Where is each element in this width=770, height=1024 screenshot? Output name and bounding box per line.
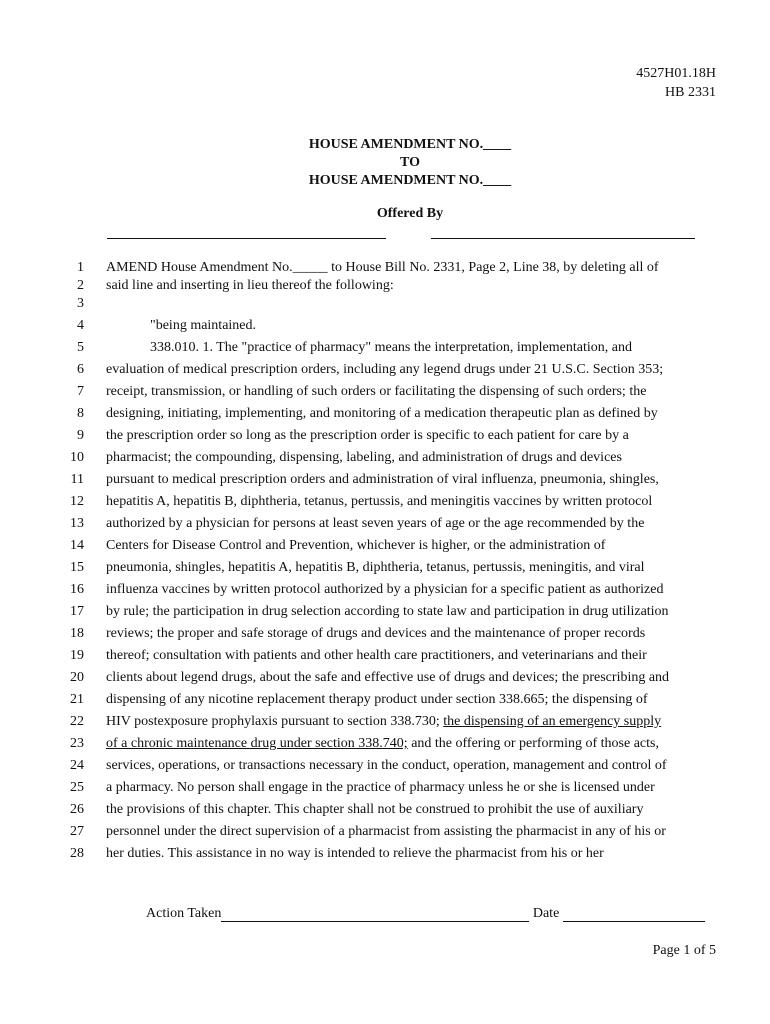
line-text-segment: the provisions of this chapter. This chapter shall not be construed to prohibit the use of auxiliary — [106, 802, 644, 817]
document-line — [0, 318, 770, 340]
line-text-segment: personnel under the direct supervision of a pharmacist from assisting the pharmacist in any of his or — [106, 824, 666, 839]
line-text — [106, 538, 718, 554]
line-text-segment: her duties. This assistance in no way is intended to relieve the pharmacist from his or her — [106, 846, 604, 861]
line-text-segment: the prescription order so long as the prescription order is specific to each patient for care by a — [106, 428, 629, 443]
line-number: 15 — [70, 560, 84, 575]
line-number: 10 — [70, 450, 84, 465]
document-line — [0, 450, 770, 472]
line-text — [106, 692, 718, 708]
document-line — [0, 538, 770, 560]
line-text — [106, 384, 718, 400]
line-number: 27 — [70, 824, 84, 839]
line-text — [106, 846, 718, 862]
line-text-segment: services, operations, or transactions necessary in the conduct, operation, management and control of — [106, 758, 667, 773]
date-line — [563, 907, 705, 922]
line-number: 18 — [70, 626, 84, 641]
line-text-segment: 338.010. 1. The "practice of pharmacy" means the interpretation, implementation, and — [150, 340, 632, 355]
document-line — [0, 626, 770, 648]
line-text-segment: by rule; the participation in drug selection according to state law and participation in drug utilization — [106, 604, 669, 619]
date-label: Date — [532, 906, 560, 921]
line-text — [106, 670, 718, 686]
line-number: 16 — [70, 582, 84, 597]
inserted-text: the dispensing of an emergency supply — [443, 714, 662, 729]
line-text — [106, 714, 718, 730]
document-line — [0, 780, 770, 802]
line-text-segment: clients about legend drugs, about the safe and effective use of drugs and devices; the prescribing and — [106, 670, 670, 685]
line-text-segment: Centers for Disease Control and Prevention, whichever is higher, or the administration of — [106, 538, 606, 553]
line-number: 23 — [70, 736, 84, 751]
line-text — [106, 824, 718, 840]
line-number: 26 — [70, 802, 84, 817]
page-number: Page 1 of 5 — [652, 943, 716, 958]
document-line — [0, 846, 770, 868]
document-line — [0, 736, 770, 758]
amendment-title — [0, 136, 770, 190]
line-text-segment: evaluation of medical prescription orders, including any legend drugs under 21 U.S.C. Section 353; — [106, 362, 664, 377]
bill-number: HB 2331 — [665, 85, 716, 100]
line-text-segment: designing, initiating, implementing, and monitoring of a medication therapeutic plan as defined by — [106, 406, 658, 421]
line-number: 8 — [77, 406, 84, 421]
document-line — [0, 406, 770, 428]
line-text-segment: authorized by a physician for persons at least seven years of age or the age recommended by the — [106, 516, 645, 531]
line-number: 24 — [70, 758, 84, 773]
title-line-2: TO — [400, 155, 420, 170]
document-line — [0, 560, 770, 582]
line-text — [106, 494, 718, 510]
line-text-segment: pharmacist; the compounding, dispensing, labeling, and administration of drugs and devices — [106, 450, 622, 465]
offered-by-label: Offered By — [376, 206, 444, 221]
line-text-segment: said line and inserting in lieu thereof the following: — [106, 278, 394, 293]
line-text — [106, 472, 718, 488]
line-number: 19 — [70, 648, 84, 663]
document-identifier — [636, 64, 716, 102]
line-text — [106, 648, 718, 664]
document-line — [0, 604, 770, 626]
line-text — [106, 780, 718, 796]
line-number: 17 — [70, 604, 84, 619]
line-text-segment: a pharmacy. No person shall engage in the practice of pharmacy unless he or she is licensed under — [106, 780, 655, 795]
document-line — [0, 824, 770, 846]
document-line — [0, 472, 770, 494]
line-text — [106, 802, 718, 818]
line-text — [106, 560, 718, 576]
action-taken-label: Action Taken — [146, 906, 222, 921]
line-text — [106, 736, 718, 752]
line-text — [106, 260, 718, 276]
line-number: 25 — [70, 780, 84, 795]
line-text — [150, 318, 762, 334]
line-text-segment: dispensing of any nicotine replacement therapy product under section 338.665; the dispensing of — [106, 692, 648, 707]
line-number: 5 — [77, 340, 84, 355]
line-text-segment: hepatitis A, hepatitis B, diphtheria, tetanus, pertussis, and meningitis vaccines by written protocol — [106, 494, 653, 509]
inserted-text: of a chronic maintenance drug under section 338.740; — [106, 736, 408, 751]
line-text-segment: "being maintained. — [150, 318, 257, 333]
line-text-segment: thereof; consultation with patients and other health care practitioners, and veterinarians and their — [106, 648, 647, 663]
line-text — [150, 340, 762, 356]
line-text-segment: pursuant to medical prescription orders and administration of viral influenza, pneumonia, shingles, — [106, 472, 659, 487]
document-line — [0, 296, 770, 318]
document-line — [0, 802, 770, 824]
line-number: 3 — [77, 296, 84, 311]
line-number: 2 — [77, 278, 84, 293]
line-number: 4 — [77, 318, 84, 333]
document-line — [0, 494, 770, 516]
line-text-segment: receipt, transmission, or handling of such orders or facilitating the dispensing of such orders; the — [106, 384, 647, 399]
line-text — [106, 406, 718, 422]
sponsor-signature-line-right — [431, 238, 695, 239]
line-text — [106, 626, 718, 642]
line-number: 1 — [77, 260, 84, 275]
document-line — [0, 362, 770, 384]
document-line — [0, 340, 770, 362]
line-text-segment: AMEND House Amendment No._____ to House Bill No. 2331, Page 2, Line 38, by deleting all of — [106, 260, 659, 275]
line-text — [106, 278, 718, 294]
line-text — [106, 758, 718, 774]
document-line — [0, 692, 770, 714]
document-line — [0, 384, 770, 406]
line-text-segment: and the offering or performing of those acts, — [407, 736, 659, 751]
document-line — [0, 648, 770, 670]
line-text — [106, 362, 718, 378]
sponsor-signature-line-left — [107, 238, 386, 239]
line-text — [106, 604, 718, 620]
line-number: 13 — [70, 516, 84, 531]
line-number: 7 — [77, 384, 84, 399]
line-number: 22 — [70, 714, 84, 729]
document-line — [0, 714, 770, 736]
document-line — [0, 428, 770, 450]
line-number: 6 — [77, 362, 84, 377]
doc-id: 4527H01.18H — [636, 66, 716, 81]
line-number: 9 — [77, 428, 84, 443]
line-text-segment: reviews; the proper and safe storage of drugs and devices and the maintenance of proper records — [106, 626, 646, 641]
line-number: 11 — [70, 472, 84, 487]
document-line — [0, 758, 770, 780]
line-text-segment: HIV postexposure prophylaxis pursuant to section 338.730; — [106, 714, 444, 729]
line-text — [106, 516, 718, 532]
line-text-segment: influenza vaccines by written protocol authorized by a physician for a specific patient as authorized — [106, 582, 664, 597]
title-line-1: HOUSE AMENDMENT NO.____ — [308, 137, 512, 152]
line-text — [106, 582, 718, 598]
action-taken-line — [221, 907, 529, 922]
line-text — [106, 428, 718, 444]
action-taken-footer — [146, 906, 705, 922]
line-number: 20 — [70, 670, 84, 685]
line-number: 14 — [70, 538, 84, 553]
line-text — [106, 450, 718, 466]
line-number: 12 — [70, 494, 84, 509]
document-line — [0, 516, 770, 538]
document-line — [0, 670, 770, 692]
title-line-3: HOUSE AMENDMENT NO.____ — [308, 173, 512, 188]
document-line — [0, 582, 770, 604]
line-number: 21 — [70, 692, 84, 707]
line-number: 28 — [70, 846, 84, 861]
line-text-segment: pneumonia, shingles, hepatitis A, hepatitis B, diphtheria, tetanus, pertussis, meningitis, and viral — [106, 560, 645, 575]
